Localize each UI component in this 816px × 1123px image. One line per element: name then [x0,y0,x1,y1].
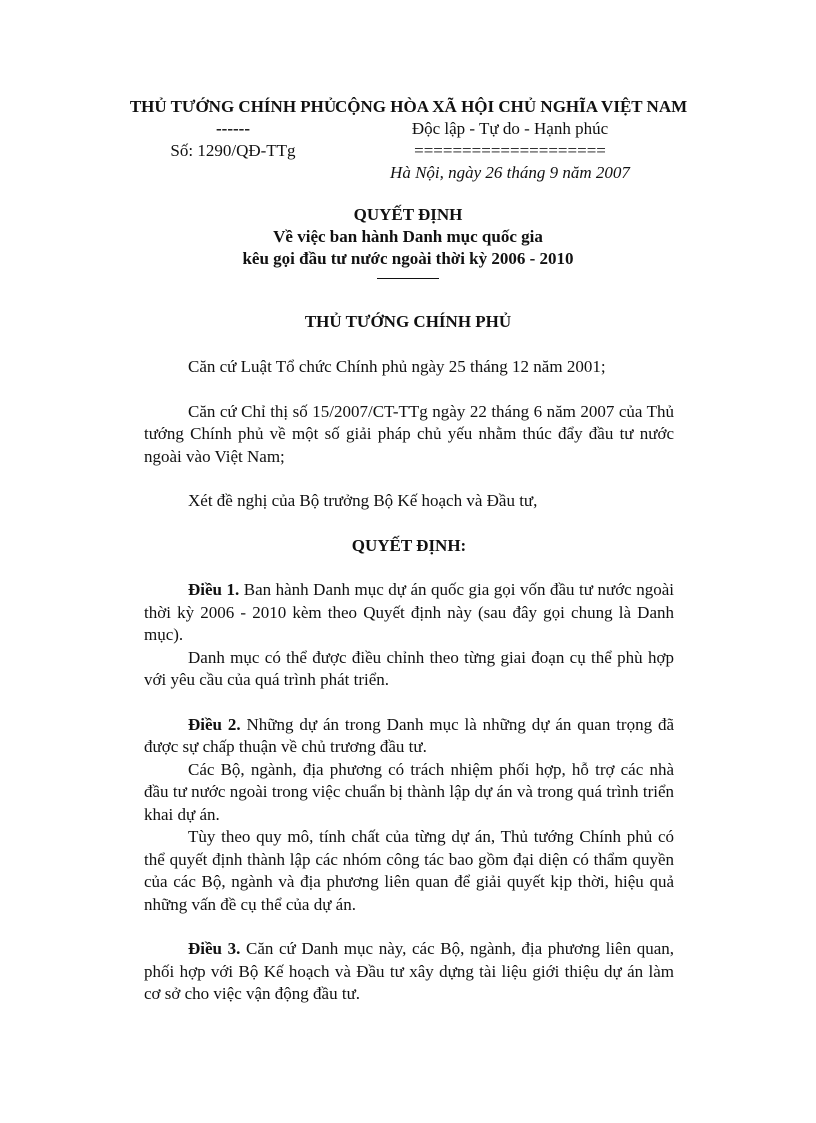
article-1-paragraph-2: Danh mục có thể được điều chỉnh theo từng giai đoạn cụ thể phù hợp với yêu cầu của quá trình phát triển. [144,647,674,689]
issuer-heading: THỦ TƯỚNG CHÍNH PHỦ [304,312,512,331]
issuing-authority-block [118,96,348,162]
issuing-authority: THỦ TƯỚNG CHÍNH PHỦ [129,97,337,116]
article-1-text: Ban hành Danh mục dự án quốc gia gọi vốn đầu tư nước ngoài thời kỳ 2006 - 2010 kèm theo Quyết định này (sau đây gọi chung là Danh mục). [144,580,674,644]
title-line-2: Về việc ban hành Danh mục quốc gia [273,227,543,246]
article-1 [144,579,674,647]
document-title [0,204,816,279]
article-3-text: Căn cứ Danh mục này, các Bộ, ngành, địa phương liên quan, phối hợp với Bộ Kế hoạch và Đầu tư xây dựng tài liệu giới thiệu dự án làm cơ sở cho việc vận động đầu tư. [144,939,674,1003]
article-3-label: Điều 3. [188,939,241,958]
article-2-label: Điều 2. [188,714,241,734]
article-2-paragraph-3: Tùy theo quy mô, tính chất của từng dự án, Thủ tướng Chính phủ có thể quyết định thành lập các nhóm công tác bao gồm đại diện có thẩm quyền của các Bộ, ngành và địa phương liên quan để giải quyết kịp thời, hiệu quả những vấn đề cụ thể của dự án. [144,827,674,914]
motto-rule: ==================== [414,141,606,160]
article-2-paragraph-2: Các Bộ, ngành, địa phương có trách nhiệm phối hợp, hỗ trợ các nhà đầu tư nước ngoài trong việc chuẩn bị thành lập dự án và trong quá trình triển khai dự án. [144,759,674,824]
nation-name: CỘNG HÒA XÃ HỘI CHỦ NGHĨA VIỆT NAM [335,97,688,116]
decision-heading: QUYẾT ĐỊNH: [351,535,467,555]
national-motto: Độc lập - Tự do - Hạnh phúc [411,119,609,138]
authority-separator: ------ [216,119,250,138]
place-date: Hà Nội, ngày 26 tháng 9 năm 2007 [390,163,630,182]
title-line-1: QUYẾT ĐỊNH [353,205,463,224]
basis-paragraph: Căn cứ Luật Tổ chức Chính phủ ngày 25 tháng 12 năm 2001; [188,357,606,376]
basis-paragraph: Căn cứ Chỉ thị số 15/2007/CT-TTg ngày 22 tháng 6 năm 2007 của Thủ tướng Chính phủ về một số giải pháp chủ yếu nhằm thúc đẩy đầu tư nước ngoài vào Việt Nam; [144,401,674,466]
basis-paragraph: Xét đề nghị của Bộ trưởng Bộ Kế hoạch và Đầu tư, [188,491,538,510]
article-3 [144,938,674,1006]
document-number: Số: 1290/QĐ-TTg [170,141,296,160]
article-2 [144,714,674,759]
article-1-label: Điều 1. [188,580,240,599]
title-underline [377,278,439,279]
title-line-3: kêu gọi đầu tư nước ngoài thời kỳ 2006 - 2010 [242,249,574,268]
national-header-block [335,96,688,184]
document-body [144,356,674,1006]
article-2-text: Những dự án trong Danh mục là những dự án quan trọng đã được sự chấp thuận về chủ trương đầu tư. [144,714,675,756]
